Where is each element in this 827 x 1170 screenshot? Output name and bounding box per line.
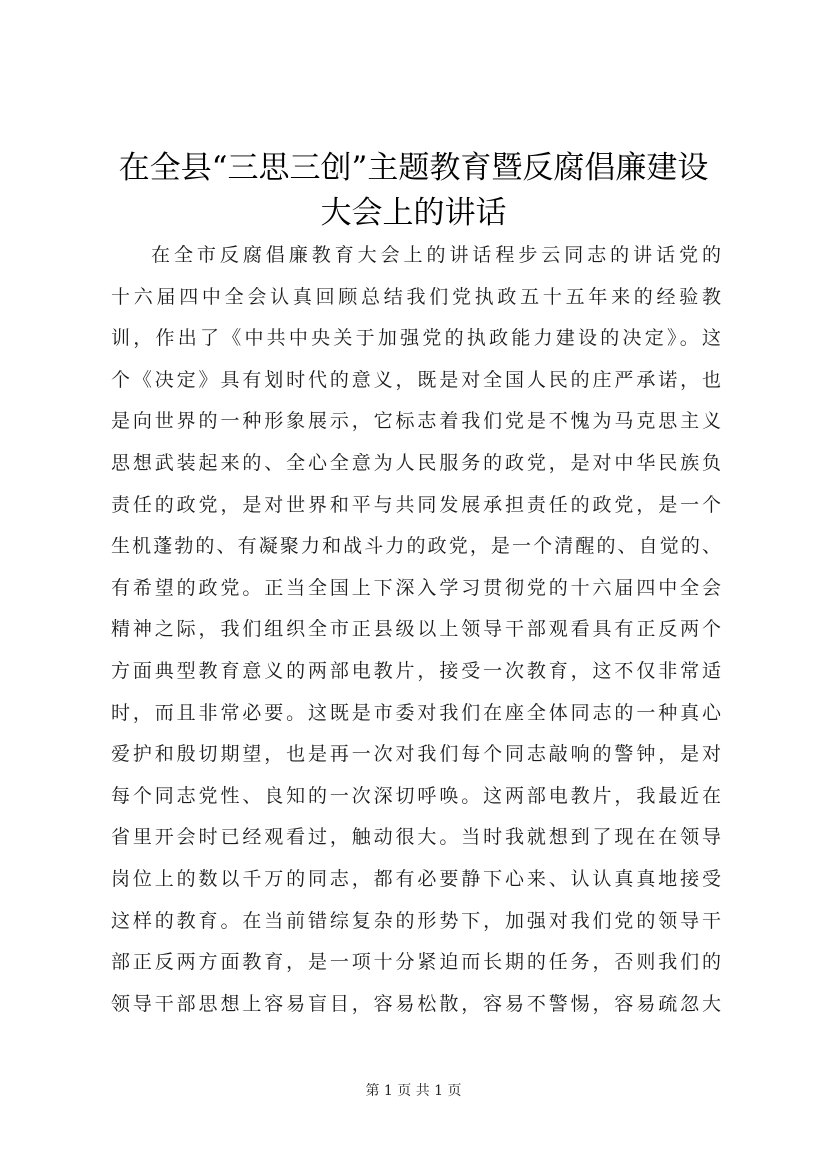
body-line: 爱护和殷切期望，也是再一次对我们每个同志敲响的警钟，是对 — [111, 743, 721, 766]
body-line: 有希望的政党。正当全国上下深入学习贯彻党的十六届四中全会 — [111, 576, 721, 599]
body-line: 十六届四中全会认真回顾总结我们党执政五十五年来的经验教 — [111, 285, 721, 308]
body-line: 精神之际，我们组织全市正县级以上领导干部观看具有正反两个 — [111, 618, 721, 641]
body-line: 岗位上的数以千万的同志，都有必要静下心来、认认真真地接受 — [111, 867, 721, 890]
body-line: 领导干部思想上容易盲目，容易松散，容易不警惕，容易疏忽大 — [111, 992, 721, 1015]
body-line: 这样的教育。在当前错综复杂的形势下，加强对我们党的领导干 — [111, 909, 721, 932]
body-line: 部正反两方面教育，是一项十分紧迫而长期的任务，否则我们的 — [111, 951, 721, 974]
body-line: 思想武装起来的、全心全意为人民服务的政党，是对中华民族负 — [111, 451, 721, 474]
body-line: 时，而且非常必要。这既是市委对我们在座全体同志的一种真心 — [111, 701, 721, 724]
title-line-2: 大会上的讲话 — [320, 195, 507, 231]
body-line: 方面典型教育意义的两部电教片，接受一次教育，这不仅非常适 — [111, 659, 721, 682]
document-title — [95, 146, 732, 236]
body-line: 训，作出了《中共中央关于加强党的执政能力建设的决定》。这 — [111, 327, 721, 350]
body-line: 生机蓬勃的、有凝聚力和战斗力的政党，是一个清醒的、自觉的、 — [111, 535, 721, 558]
body-line: 是向世界的一种形象展示，它标志着我们党是不愧为马克思主义 — [111, 410, 721, 433]
body-line: 省里开会时已经观看过，触动很大。当时我就想到了现在在领导 — [111, 826, 721, 849]
body-line: 责任的政党，是对世界和平与共同发展承担责任的政党，是一个 — [111, 493, 721, 516]
body-line: 在全市反腐倡廉教育大会上的讲话程步云同志的讲话党的 — [151, 244, 721, 266]
body-line: 个《决定》具有划时代的意义，既是对全国人民的庄严承诺，也 — [111, 368, 721, 391]
title-line-1: 在全县“三思三创”主题教育暨反腐倡廉建设 — [118, 150, 709, 186]
page-footer: 第 1 页 共 1 页 — [365, 1083, 462, 1099]
document-body — [111, 235, 721, 1025]
body-line: 每个同志党性、良知的一次深切呼唤。这两部电教片，我最近在 — [111, 784, 721, 807]
